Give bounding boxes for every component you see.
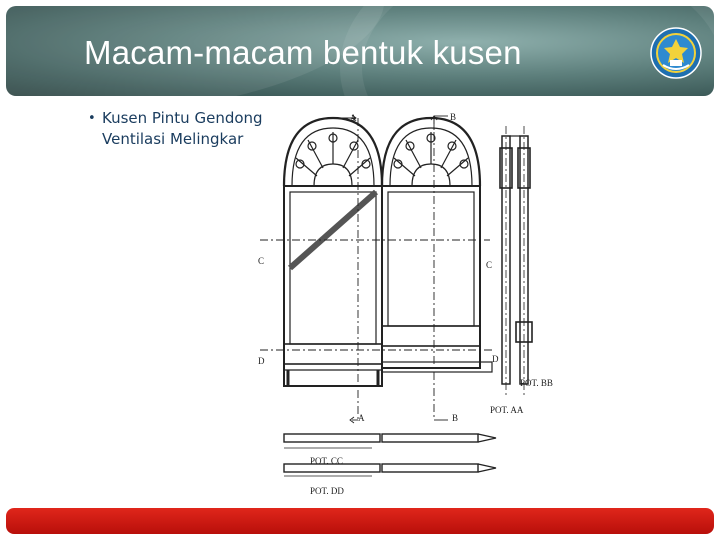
label-pot-dd: POT. DD: [310, 486, 344, 496]
label-b-bottom: B: [452, 413, 459, 423]
section-cc-dd: [284, 434, 496, 476]
label-d-left: D: [258, 356, 265, 366]
slide-title: Macam-macam bentuk kusen: [84, 34, 522, 71]
tut-wuri-handayani-emblem-icon: [650, 27, 702, 79]
bullet-dot: •: [88, 111, 96, 126]
bullet-text-line-1: Kusen Pintu Gendong: [102, 109, 263, 127]
label-c-left: C: [258, 256, 265, 266]
door-frame-technical-drawing: [252, 108, 580, 500]
slide-footer: [6, 508, 714, 534]
bullet-text-line-2: Ventilasi Melingkar: [102, 130, 244, 148]
label-a-top: A: [350, 113, 357, 123]
right-door-frame: [382, 118, 492, 372]
section-bb: [500, 126, 532, 398]
left-door-frame: [284, 118, 382, 386]
label-pot-cc: POT. CC: [310, 456, 343, 466]
drawing-labels: [258, 112, 553, 496]
label-pot-aa: POT. AA: [490, 405, 524, 415]
label-a-bottom: A: [358, 413, 365, 423]
label-b-top: B: [450, 112, 457, 122]
label-d-right: D: [492, 354, 499, 364]
label-pot-bb: POT. BB: [520, 378, 553, 388]
label-c-right: C: [486, 260, 493, 270]
